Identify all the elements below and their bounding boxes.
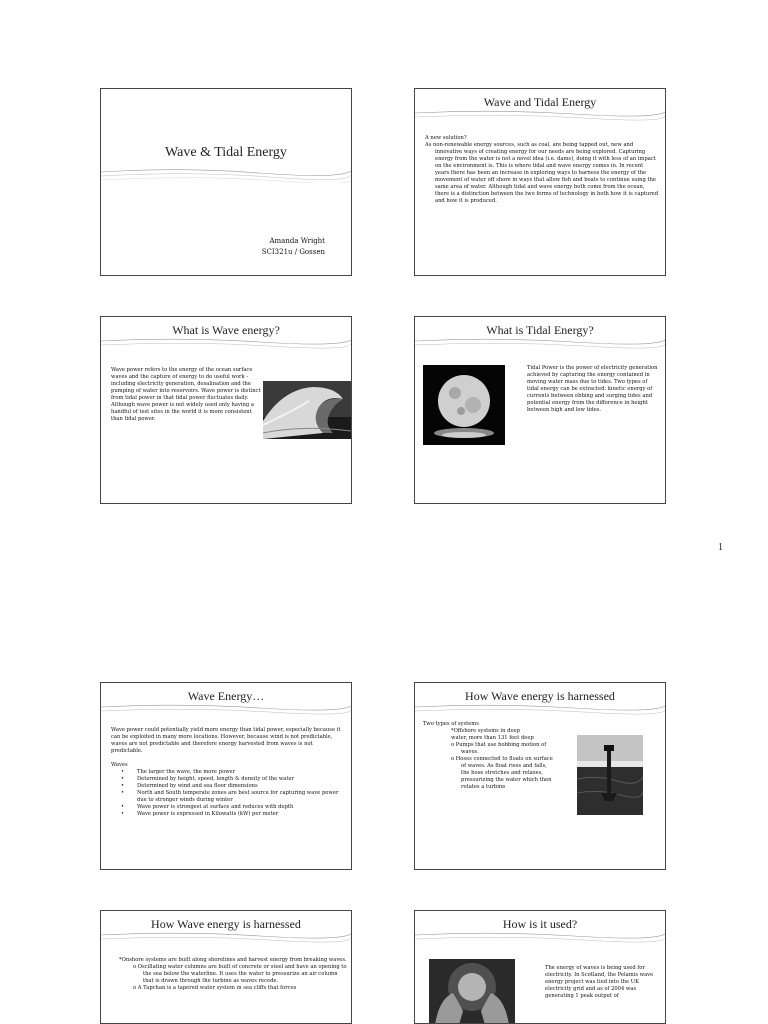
list-item: o A Tapchan is a tapered water system in sea cliffs that forces: [133, 985, 297, 991]
slide-divider: [415, 109, 665, 125]
author-name: Amanda Wright: [269, 237, 325, 245]
slide-what-is-wave: [100, 316, 352, 504]
slide-heading: What is Wave energy?: [172, 323, 280, 337]
buoy-photo: [577, 735, 643, 815]
wave-photo: [263, 381, 351, 439]
slide-how-harnessed-2: [100, 910, 352, 1024]
slide-divider: [101, 931, 351, 947]
slide-how-harnessed-1: [414, 682, 666, 870]
slide-heading: Wave and Tidal Energy: [483, 95, 597, 109]
slide-heading: How Wave energy is harnessed: [151, 917, 301, 931]
slide-heading: How Wave energy is harnessed: [465, 689, 615, 703]
slide-body: [527, 365, 659, 414]
slide-divider: [101, 167, 351, 183]
course-code: SCI321u / Gossen: [261, 248, 325, 256]
slide-wave-energy: [100, 682, 352, 870]
body-paragraph: The energy of waves is being used for electricity. In Scotland, the Pelamis wave energy project was tied into the UK electricity grid and as of 2004 was generating 1 peak output of: [545, 965, 654, 999]
list-item: o Hoses connected to floats on surface of waves. As float rises and falls, the hose stretches and relaxes, pressurizing the water which then rotates a turbine: [451, 756, 553, 790]
slide-heading: How is it used?: [502, 917, 578, 931]
onshore-text: *Onshore systems are built along shorelines and harvest energy from breaking waves.: [119, 957, 347, 963]
slide-divider: [415, 337, 665, 353]
slide-body: [119, 957, 347, 992]
moon-photo: [423, 365, 505, 445]
bullet-list: [111, 769, 345, 818]
body-paragraph: As non-renewable energy sources, such as coal, are being tapped out, new and innovative ways of creating energy for our needs are being explored. Capturing energy from the water is not a novel idea (i.e. dams), doing it with less of an impact on the environment is. This is where tidal and wave energy comes in. In recent years there has been an increase in exploring ways to harness the energy of the movement of water off shore in ways that allow fish and boats to continue using the same area of water. Although tidal and wave energy both come from the ocean, there is a distinction between the two forms of technology in both how it is captured and how it is produced.: [425, 142, 659, 204]
list-item: • Wave power is expressed in Kilowatts (kW) per meter: [111, 811, 345, 818]
list-item: • The larger the wave, the more power: [111, 769, 345, 776]
page-number: 1: [718, 542, 723, 553]
list-item: • North and South temperate zones are best source for capturing wave power due to stronger winds during winter: [111, 790, 345, 804]
slide-body: [545, 965, 657, 1000]
slide-divider: [101, 337, 351, 353]
list-item: • Determined by wind and sea floor dimensions: [111, 783, 345, 790]
slide-body: [111, 367, 261, 423]
body-paragraph: Wave power refers to the energy of the ocean surface waves and the capture of energy to do useful work - including electricity generation, desalination and the pumping of water into reservoirs. Wave power is distinct from tidal power in that tidal power fluctuates daily. Although wave power is not widely used only having a handful of test sites in the world it is more consistent than tidal power.: [111, 367, 261, 422]
slide-wave-and-tidal: [414, 88, 666, 276]
offshore-text: *Offshore systems in deep water, more than 131 feet deep: [451, 728, 534, 741]
slide-body: [423, 721, 563, 791]
slide-title: [100, 88, 352, 276]
body-paragraph: Wave power could potentially yield more energy than tidal power, especially because it can be exploited in many more locations. However, because wind is not predictable, waves are not predictable and therefore energy harvested from waves is not predictable.: [111, 727, 341, 754]
slide-heading: What is Tidal Energy?: [486, 323, 594, 337]
list-item: o Pumps that use bobbing motion of waves.: [451, 742, 547, 755]
list-heading: Waves: [111, 762, 128, 768]
slide-heading: Wave Energy…: [187, 689, 265, 703]
hands-energy-photo: [429, 959, 515, 1024]
slide-body: [425, 135, 659, 205]
list-item: o Oscillating water columns are built of concrete or steel and have an opening to the sea below the waterline. It uses the water to pressurize an air column that is drawn through the turbine as waves recede.: [133, 964, 347, 984]
slide-divider: [101, 703, 351, 719]
body-paragraph: Tidal Power is the power of electricity generation achieved by capturing the energy contained in moving water mass due to tides. Two types of tidal energy can be extracted: kinetic energy of currents between ebbing and surging tides and potential energy from the difference in height between high and low tides.: [527, 365, 658, 413]
slide-body: [111, 727, 345, 818]
slide-what-is-tidal: [414, 316, 666, 504]
slide-divider: [415, 931, 665, 947]
list-item: • Determined by height, speed, length & density of the water: [111, 776, 345, 783]
list-item: • Wave power is strongest at surface and reduces with depth: [111, 804, 345, 811]
lead-text: Two types of systems: [423, 721, 479, 727]
slide-title-heading: Wave & Tidal Energy: [165, 145, 287, 160]
slide-divider: [415, 703, 665, 719]
lead-text: A new solution?: [425, 135, 467, 141]
slide-how-is-it-used: [414, 910, 666, 1024]
